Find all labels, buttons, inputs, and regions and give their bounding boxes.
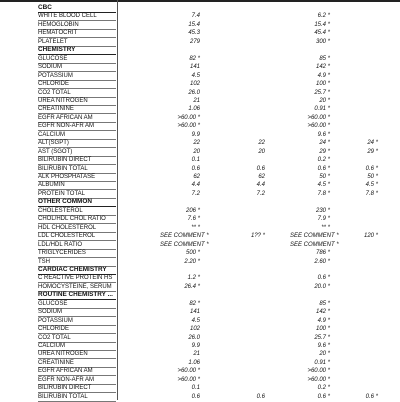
test-name: UREA NITROGEN xyxy=(38,350,116,359)
result-value: 4.4 xyxy=(256,182,265,189)
result-value: 7.6 * xyxy=(187,216,200,223)
result-value: SEE COMMENT * xyxy=(160,233,209,240)
test-name: EGFR NON-AFR AM xyxy=(38,376,116,385)
result-value: 786 * xyxy=(315,250,330,257)
test-name: CHLORIDE xyxy=(38,325,116,334)
test-name: PROTEIN TOTAL xyxy=(38,190,116,199)
result-value: 4.5 xyxy=(191,72,200,79)
table-row xyxy=(0,393,400,402)
result-value: 500 * xyxy=(185,250,200,257)
test-name: TSH xyxy=(38,258,116,267)
result-value: 25.7 * xyxy=(314,334,330,341)
test-name: POTASSIUM xyxy=(38,72,116,81)
result-value: 0.91 * xyxy=(314,359,330,366)
section-title: OTHER COMMON xyxy=(38,198,116,207)
result-value: 50 * xyxy=(319,174,330,180)
test-name: BILIRUBIN TOTAL xyxy=(38,165,116,174)
result-value: 0.6 xyxy=(256,393,265,400)
test-name: HEMATOCRIT xyxy=(38,29,116,38)
result-value: 7.8 * xyxy=(317,190,330,197)
test-name: LDL/HDL RATIO xyxy=(38,241,116,250)
test-name: CHOLESTEROL xyxy=(38,207,116,216)
test-name: UREA NITROGEN xyxy=(38,97,116,106)
result-value: 7.2 xyxy=(256,190,265,197)
test-name: WHITE BLOOD CELL xyxy=(38,12,116,21)
test-name: ALT(SGPT) xyxy=(38,139,116,148)
result-value: 20 xyxy=(258,148,265,155)
result-value: 4.5 * xyxy=(365,182,378,189)
result-value: 1.2 * xyxy=(187,275,200,282)
test-name: CO2 TOTAL xyxy=(38,89,116,98)
result-value: 0.6 * xyxy=(317,275,330,282)
result-value: SEE COMMENT * xyxy=(160,241,209,248)
result-value: 9.6 * xyxy=(317,343,330,349)
result-value: 0.1 xyxy=(191,157,200,164)
result-value: 2.20 * xyxy=(184,258,200,265)
test-name: SODIUM xyxy=(38,63,116,72)
test-name: PLATELET xyxy=(38,38,116,47)
result-value: 7.2 xyxy=(191,190,200,197)
result-value: 141 xyxy=(189,309,200,316)
test-name: ALK PHOSPHATASE xyxy=(38,173,116,182)
result-value: 9.9 xyxy=(191,131,200,138)
result-value: 279 xyxy=(189,38,200,45)
result-value: 0.6 xyxy=(256,165,265,172)
test-name: CO2 TOTAL xyxy=(38,334,116,343)
result-value: 20.0 * xyxy=(314,283,330,290)
result-value: SEE COMMENT * xyxy=(290,233,339,240)
test-name: HDL CHOLESTEROL xyxy=(38,224,116,233)
result-value: 22 xyxy=(193,140,200,147)
section-title: CBC xyxy=(38,4,116,13)
test-name: CREATININE xyxy=(38,359,116,368)
result-value: 26.4 * xyxy=(184,283,200,290)
test-name: BILIRUBIN DIRECT xyxy=(38,384,116,393)
result-value: 45.4 * xyxy=(314,30,330,37)
test-name: SODIUM xyxy=(38,308,116,317)
test-name: HOMOCYSTEINE, SERUM xyxy=(38,283,116,292)
result-value: 1?? * xyxy=(250,233,265,240)
result-value: 100 * xyxy=(315,81,330,88)
result-value: 21 xyxy=(193,97,200,104)
result-value: 25.7 * xyxy=(314,89,330,96)
result-value: 120 * xyxy=(363,233,378,240)
test-name: AST (SGOT) xyxy=(38,148,116,157)
result-value: 7.9 * xyxy=(317,216,330,223)
result-value: 2.60 * xyxy=(314,258,330,265)
result-value: ** * xyxy=(321,224,330,231)
result-value: 9.9 xyxy=(191,343,200,349)
result-value: 29 * xyxy=(367,148,378,155)
test-name: TRIGLYCERIDES xyxy=(38,249,116,258)
result-value: >60.00 * xyxy=(307,123,330,130)
test-name: CHLORIDE xyxy=(38,80,116,89)
result-value: >60.00 * xyxy=(177,123,200,130)
result-value: >60.00 * xyxy=(307,376,330,383)
result-value: 0.2 * xyxy=(317,157,330,164)
test-name: BILIRUBIN TOTAL xyxy=(38,393,116,402)
result-value: 300 * xyxy=(315,38,330,45)
result-value: >60.00 * xyxy=(307,368,330,375)
result-value: 141 xyxy=(189,64,200,71)
result-value: 102 xyxy=(189,81,200,88)
result-value: 0.91 * xyxy=(314,106,330,113)
result-value: 82 * xyxy=(189,55,200,62)
test-name: GLUCOSE xyxy=(38,55,116,64)
result-value: 20 * xyxy=(319,97,330,104)
test-name: CHOL/HDL CHOL RATIO xyxy=(38,215,116,224)
result-value: >60.00 * xyxy=(177,368,200,375)
result-value: >60.00 * xyxy=(307,114,330,121)
result-value: 0.6 * xyxy=(317,165,330,172)
result-value: 29 * xyxy=(319,148,330,155)
result-value: 0.1 xyxy=(191,385,200,392)
result-value: 1.06 xyxy=(188,359,200,366)
result-value: 0.6 xyxy=(191,165,200,172)
test-name: EGFR AFRICAN AM xyxy=(38,367,116,376)
result-value: 4.9 * xyxy=(317,317,330,324)
test-name: GLUCOSE xyxy=(38,300,116,309)
result-value: 45.3 xyxy=(188,30,200,37)
test-name: CALCIUM xyxy=(38,342,116,351)
result-value: 142 * xyxy=(315,64,330,71)
result-value: ** * xyxy=(191,224,200,231)
result-value: 0.2 * xyxy=(317,385,330,392)
result-value: 85 * xyxy=(319,300,330,307)
test-name: LDL CHOLESTEROL xyxy=(38,232,116,241)
test-name: C REACTIVE PROTEIN HS xyxy=(38,274,116,283)
test-name: POTASSIUM xyxy=(38,317,116,326)
result-value: 0.6 xyxy=(191,393,200,400)
section-title: ROUTINE CHEMISTRY ... xyxy=(38,291,116,300)
section-title: CHEMISTRY xyxy=(38,46,116,55)
result-value: 7.8 * xyxy=(365,190,378,197)
test-name: ALBUMIN xyxy=(38,181,116,190)
result-value: 20 * xyxy=(319,351,330,358)
result-value: 1.06 xyxy=(188,106,200,113)
result-value: 4.9 * xyxy=(317,72,330,79)
result-value: 4.5 xyxy=(191,317,200,324)
result-value: 0.6 * xyxy=(365,393,378,400)
result-value: 15.4 xyxy=(188,21,200,28)
result-value: >60.00 * xyxy=(177,376,200,383)
result-value: 62 xyxy=(258,174,265,180)
result-value: 85 * xyxy=(319,55,330,62)
result-value: 6.2 * xyxy=(317,13,330,20)
result-value: 230 * xyxy=(315,207,330,214)
section-title: CARDIAC CHEMISTRY xyxy=(38,266,116,275)
result-value: SEE COMMENT * xyxy=(290,241,339,248)
result-value: 206 * xyxy=(185,207,200,214)
result-value: 24 * xyxy=(367,140,378,147)
test-name: EGFR NON-AFR AM xyxy=(38,122,116,131)
result-value: 142 * xyxy=(315,309,330,316)
result-value: 9.6 * xyxy=(317,131,330,138)
result-value: 26.0 xyxy=(188,334,200,341)
result-value: 62 xyxy=(193,174,200,180)
test-name: HEMOGLOBIN xyxy=(38,21,116,30)
result-value: 24 * xyxy=(319,140,330,147)
result-value: 15.4 * xyxy=(314,21,330,28)
test-name: CALCIUM xyxy=(38,131,116,140)
result-value: 20 xyxy=(193,148,200,155)
result-value: 102 xyxy=(189,326,200,333)
result-value: 4.4 xyxy=(191,182,200,189)
test-name: CREATININE xyxy=(38,105,116,114)
test-name: EGFR AFRICAN AM xyxy=(38,114,116,123)
result-value: 0.6 * xyxy=(365,165,378,172)
result-value: 0.6 * xyxy=(317,393,330,400)
result-value: 50 * xyxy=(367,174,378,180)
result-value: 21 xyxy=(193,351,200,358)
result-value: 100 * xyxy=(315,326,330,333)
result-value: 4.5 * xyxy=(317,182,330,189)
result-value: >60.00 * xyxy=(177,114,200,121)
result-value: 7.4 xyxy=(191,13,200,20)
result-value: 26.0 xyxy=(188,89,200,96)
test-name: BILIRUBIN DIRECT xyxy=(38,156,116,165)
result-value: 82 * xyxy=(189,300,200,307)
result-value: 22 xyxy=(258,140,265,147)
